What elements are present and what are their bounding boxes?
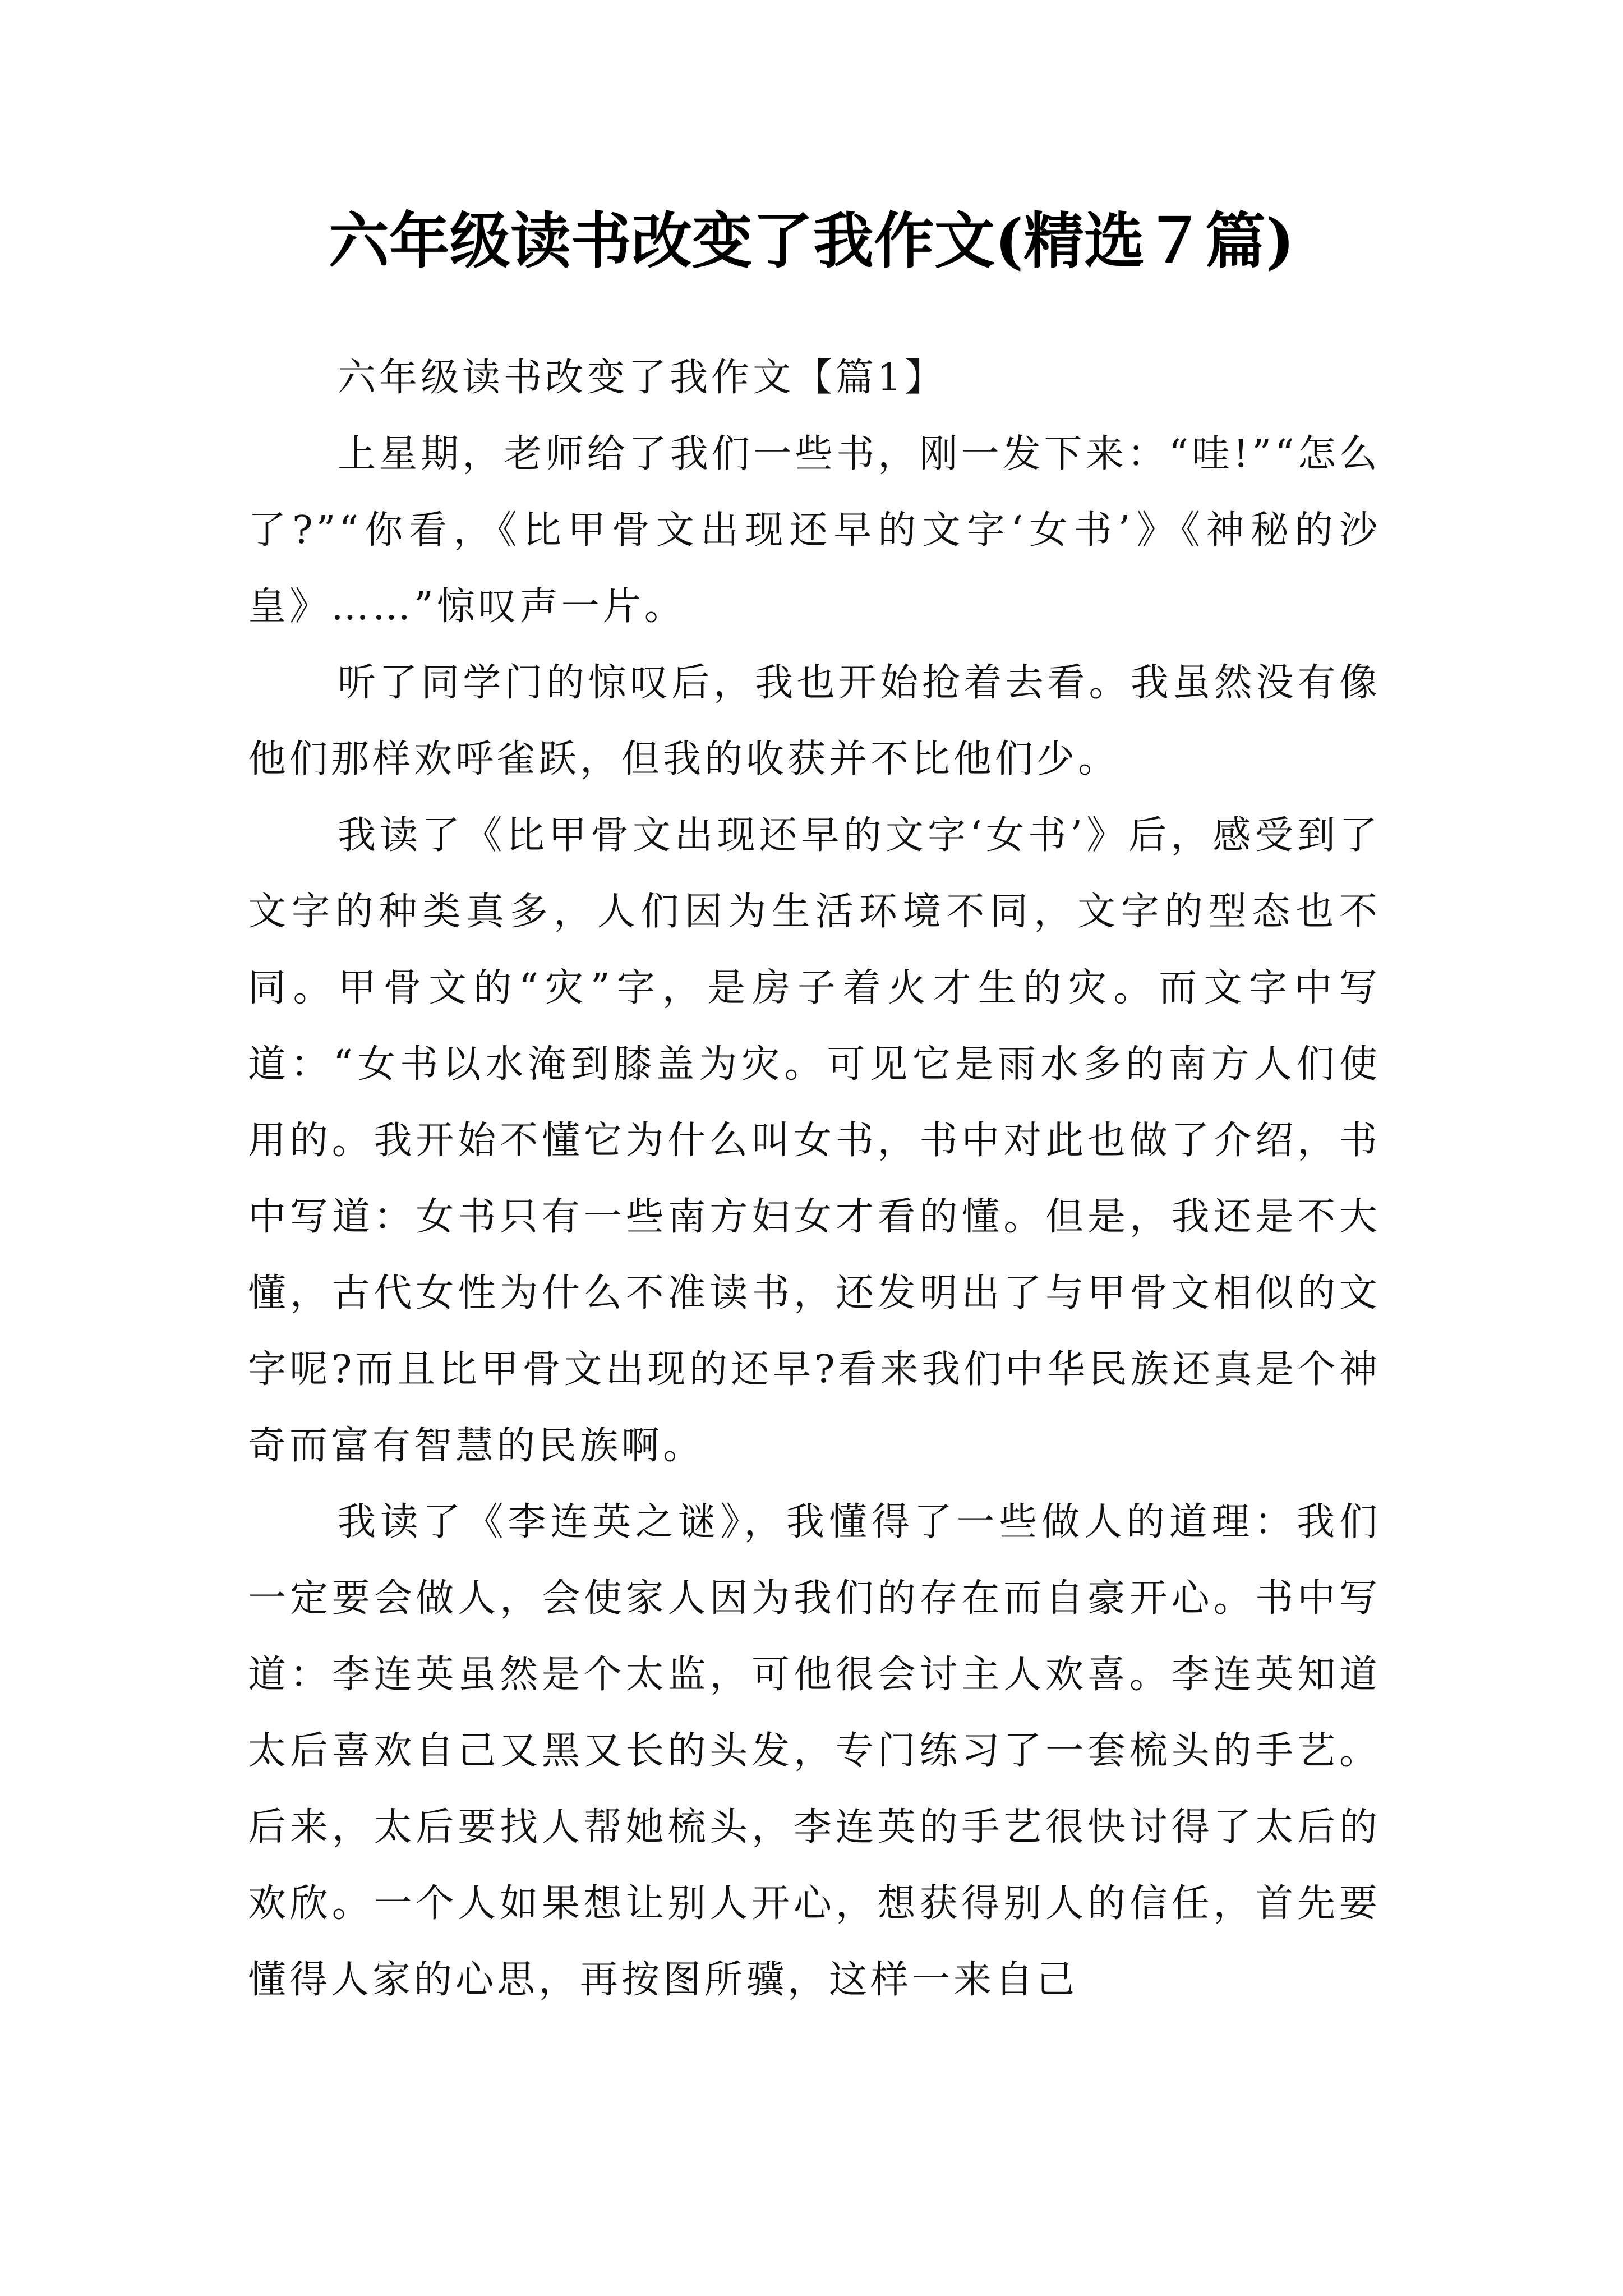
paragraph-2: 听了同学门的惊叹后，我也开始抢着去看。我虽然没有像他们那样欢呼雀跃，但我的收获并不比他们少。 bbox=[248, 661, 1381, 781]
section-heading: 六年级读书改变了我作文【篇1】 bbox=[338, 356, 947, 400]
paragraph-4: 我读了《李连英之谜》，我懂得了一些做人的道理：我们一定要会做人，会使家人因为我们的存在而自豪开心。书中写道：李连英虽然是个太监，可他很会讨主人欢喜。李连英知道太后喜欢自己又黑又长的头发，专门练习了一套梳头的手艺。后来，太后要找人帮她梳头，李连英的手艺很快讨得了太后的欢欣。一个人如果想让别人开心，想获得别人的信任，首先要懂得人家的心思，再按图所骥，这样一来自己 bbox=[248, 1500, 1381, 2002]
document-title: 六年级读书改变了我作文(精选７篇) bbox=[328, 206, 1295, 277]
paragraph-1: 上星期，老师给了我们一些书，刚一发下来：“哇!”“怎么了?”“你看，《比甲骨文出现还早的文字‘女书’》《神秘的沙皇》……”惊叹声一片。 bbox=[248, 432, 1381, 629]
paragraph-3: 我读了《比甲骨文出现还早的文字‘女书’》后，感受到了文字的种类真多，人们因为生活环境不同，文字的型态也不同。甲骨文的“灾”字，是房子着火才生的灾。而文字中写道：“女书以水淹到膝盖为灾。可见它是雨水多的南方人们使用的。我开始不懂它为什么叫女书，书中对此也做了介绍，书中写道：女书只有一些南方妇女才看的懂。但是，我还是不大懂，古代女性为什么不准读书，还发明出了与甲骨文相似的文字呢?而且比甲骨文出现的还早?看来我们中华民族还真是个神奇而富有智慧的民族啊。 bbox=[248, 813, 1381, 1468]
document-body bbox=[248, 340, 1381, 2018]
